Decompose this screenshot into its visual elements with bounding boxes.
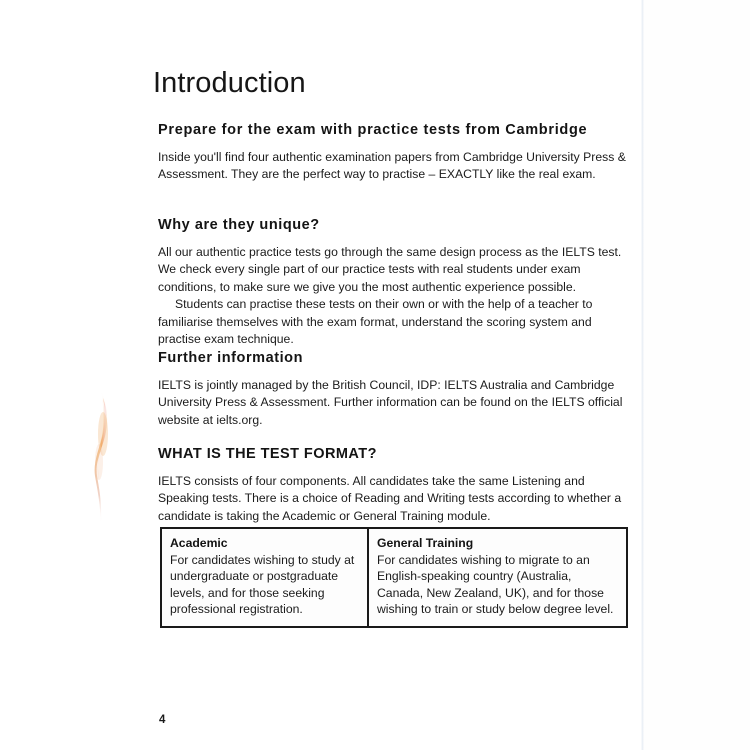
table-text-academic: For candidates wishing to study at undergraduate or postgraduate levels, and for those seeking professional registration.	[170, 552, 355, 617]
section-heading-unique: Why are they unique?	[158, 217, 320, 233]
page-title: Introduction	[153, 67, 306, 100]
table-cell-general-training	[369, 529, 626, 626]
table-heading-general-training: General Training	[377, 536, 474, 550]
section-heading-prepare: Prepare for the exam with practice tests from Cambridge	[158, 122, 588, 138]
section-test-format	[158, 446, 630, 525]
section-paragraph-format-1: IELTS consists of four components. All candidates take the same Listening and Speaking tests. There is a choice of Reading and Writing tests according to whether a candidate is taking the Academic or General Training module.	[158, 474, 622, 523]
test-format-table	[160, 527, 628, 628]
section-prepare	[158, 122, 630, 184]
section-heading-further-information: Further information	[158, 350, 303, 366]
table-cell-academic	[162, 529, 369, 626]
section-paragraph-further-1: IELTS is jointly managed by the British Council, IDP: IELTS Australia and Cambridge University Press & Assessment. Further information can be found on the IELTS official website at ielts.org.	[158, 378, 623, 427]
scan-smudge-artifact	[88, 388, 114, 528]
table-text-general-training: For candidates wishing to migrate to an English-speaking country (Australia, Canada, New Zealand, UK), and for those wishing to train or study below degree level.	[377, 552, 614, 617]
section-heading-test-format: WHAT IS THE TEST FORMAT?	[158, 446, 377, 462]
page-number: 4	[159, 714, 166, 726]
page-content	[152, 0, 652, 750]
section-further-information	[158, 350, 630, 429]
page-outer-area	[644, 0, 750, 750]
table-heading-academic: Academic	[170, 536, 228, 550]
section-paragraph-prepare-1: Inside you'll find four authentic examination papers from Cambridge University Press & Assessment. They are the perfect way to practise – EXACTLY like the real exam.	[158, 150, 626, 182]
section-unique	[158, 217, 630, 348]
section-paragraph-unique-1: All our authentic practice tests go through the same design process as the IELTS test. We check every single part of our practice tests with real students under exam conditions, to make sure we give you the most authentic experience possible.	[158, 245, 622, 294]
section-paragraph-unique-2: Students can practise these tests on their own or with the help of a teacher to familiarise themselves with the exam format, understand the scoring system and practise exam technique.	[158, 297, 593, 347]
